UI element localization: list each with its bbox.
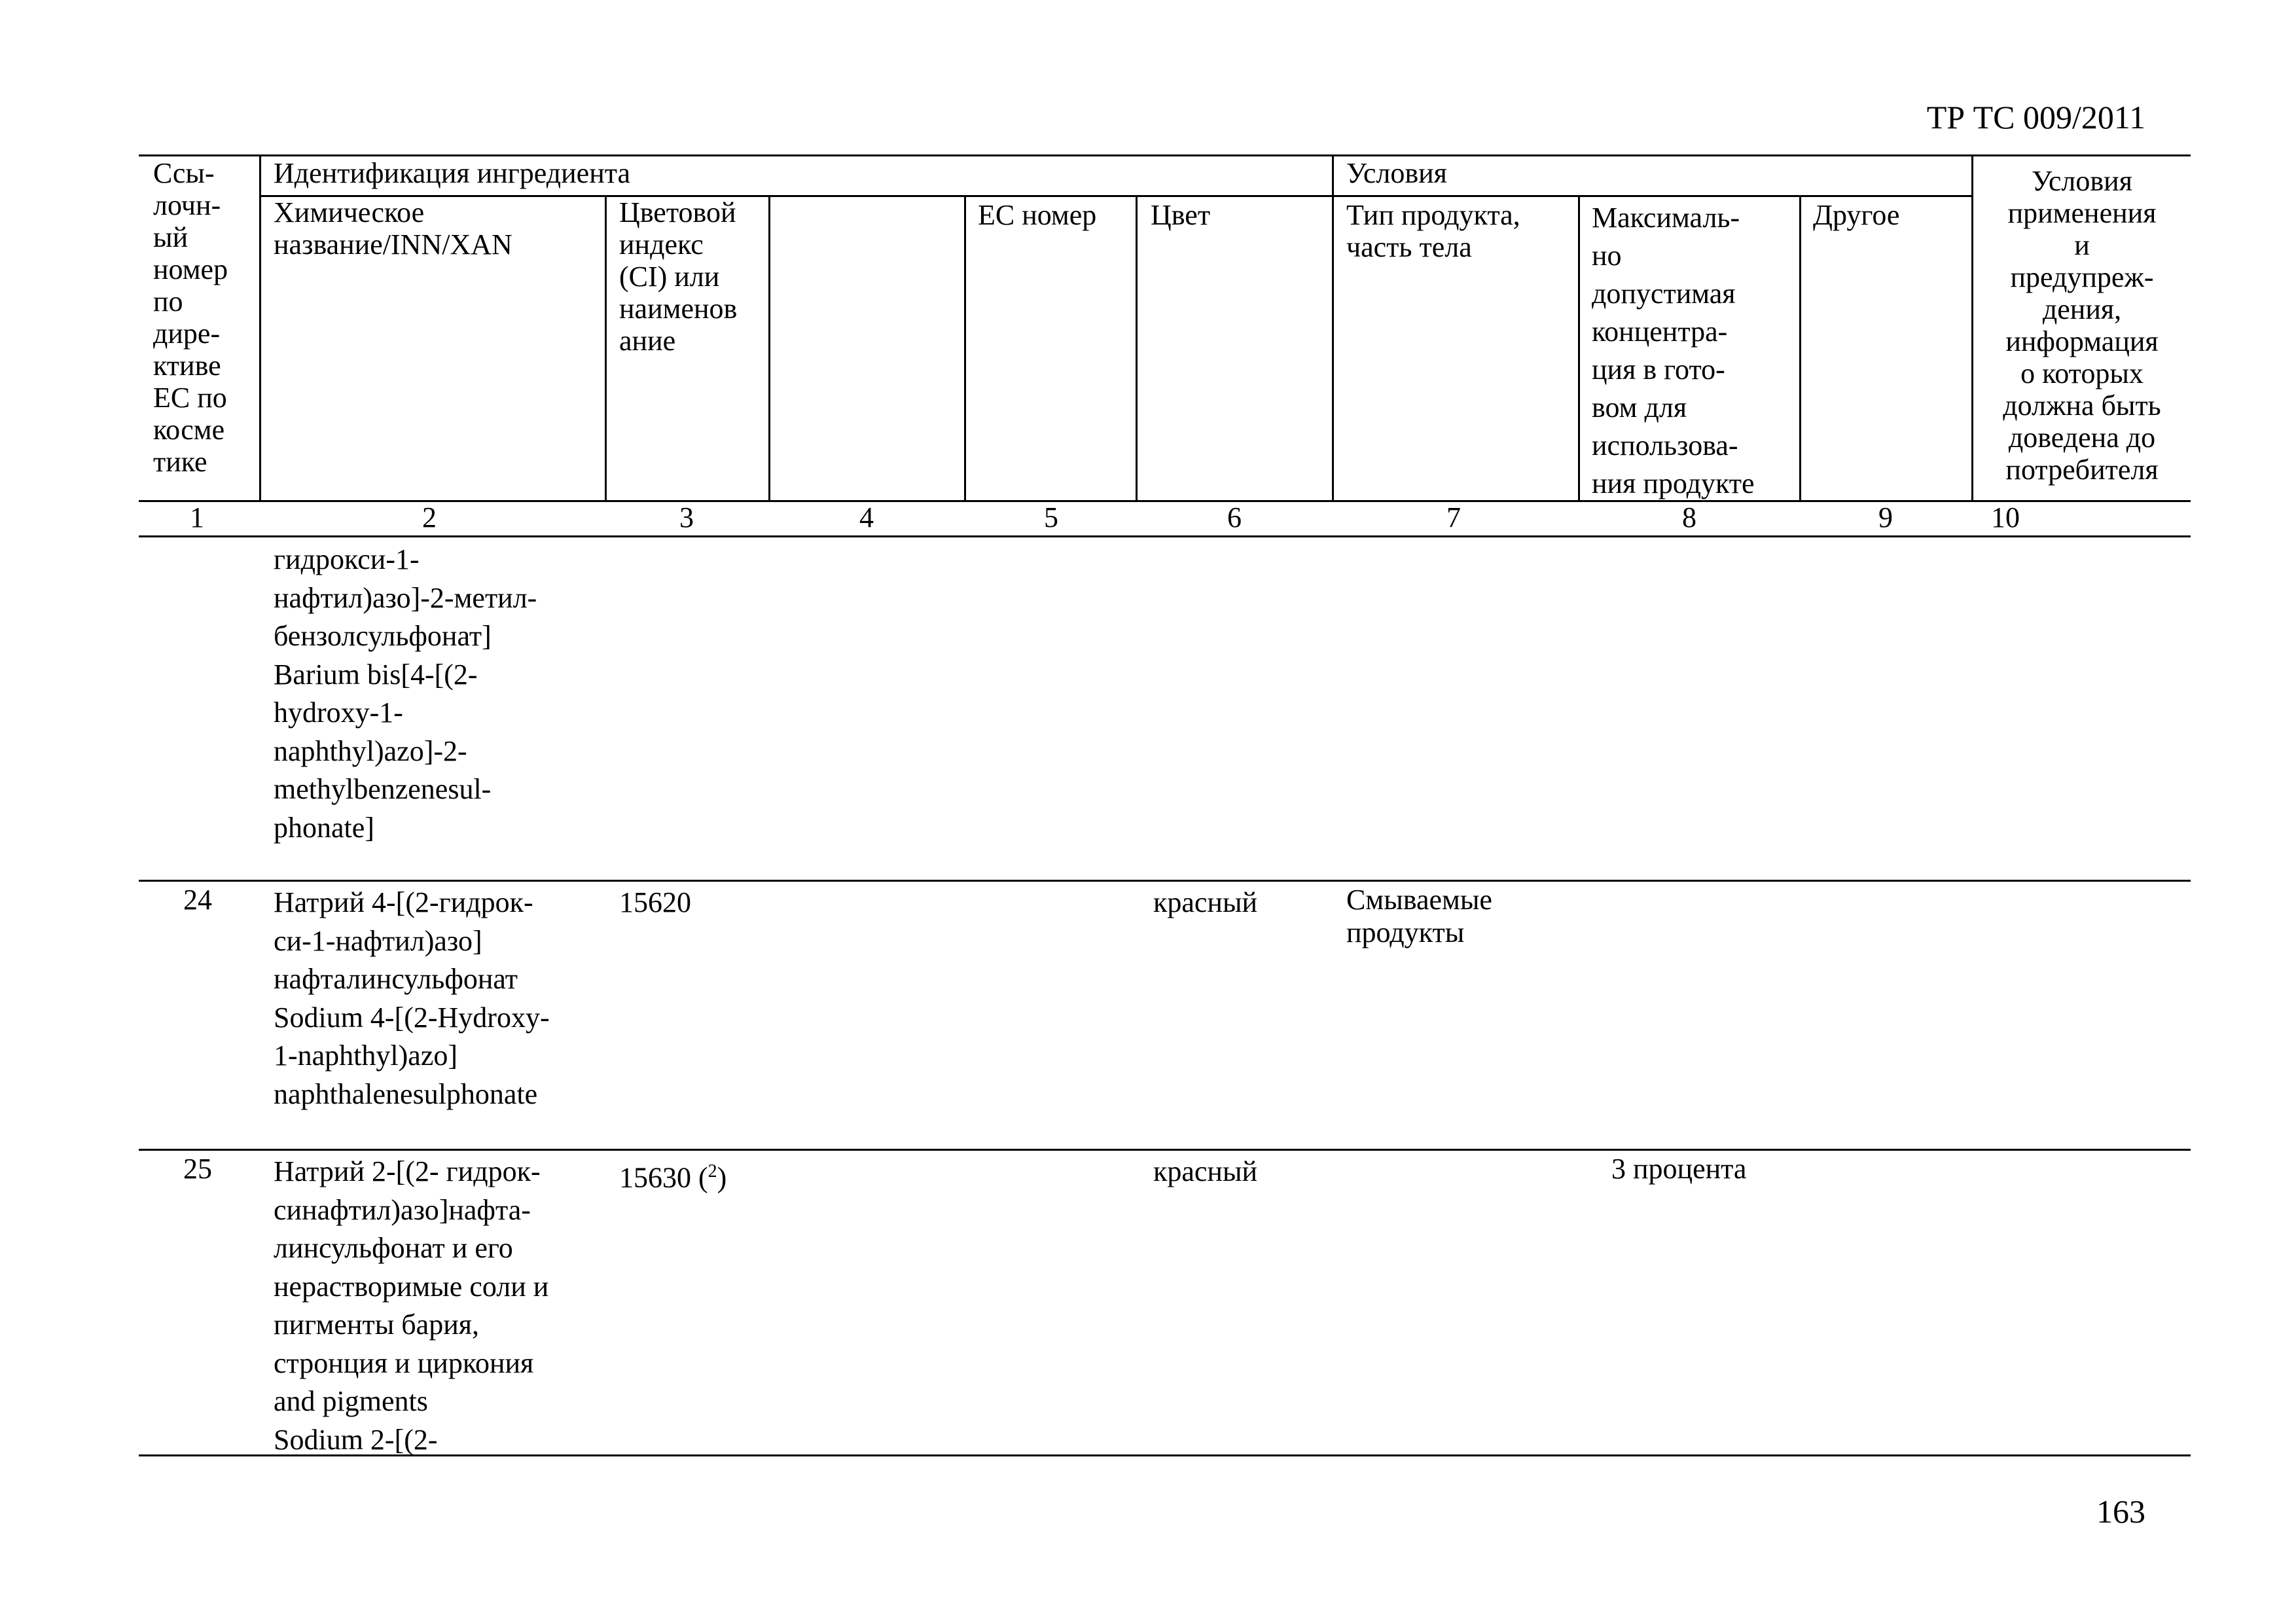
column-divider bbox=[1136, 195, 1138, 501]
column-number: 10 bbox=[1991, 501, 2020, 533]
color-cell: красный bbox=[1153, 886, 1258, 918]
column-numbers-divider bbox=[139, 535, 2191, 537]
color-cell: красный bbox=[1153, 1155, 1258, 1187]
column-number: 5 bbox=[1044, 501, 1058, 533]
header-ec-number: ЕС номер bbox=[978, 199, 1097, 231]
column-number: 8 bbox=[1682, 501, 1696, 533]
product-type-cell: Смываемые продукты bbox=[1346, 884, 1492, 948]
column-divider bbox=[1799, 195, 1801, 501]
header-color: Цвет bbox=[1151, 199, 1211, 231]
ref-number-cell: 25 bbox=[183, 1153, 212, 1185]
header-identification-group: Идентификация ингредиента bbox=[274, 157, 631, 189]
column-number: 7 bbox=[1446, 501, 1461, 533]
column-divider bbox=[964, 195, 966, 501]
header-conditions-group: Условия bbox=[1346, 157, 1447, 189]
column-number: 4 bbox=[859, 501, 874, 533]
chemical-name-cell: гидрокси-1- нафтил)азо]-2-метил- бензолсульфонат] Barium bis[4-[(2- hydroxy-1- naphthyl)azo]-2- methylbenzenesul- phonate] bbox=[274, 543, 537, 844]
chemical-name-cell: Натрий 4-[(2-гидрок- си-1-нафтил)азо] нафталинсульфонат Sodium 4-[(2-Hydroxy- 1-naphthyl)azo] naphthalenesulphonate bbox=[274, 886, 550, 1110]
row-divider bbox=[139, 880, 2191, 882]
column-divider bbox=[259, 154, 261, 501]
header-consumer-warnings: Условия применения и предупреж- дения, информация о которых должна быть доведена до потребителя bbox=[2003, 165, 2161, 486]
header-chemical-name: Химическое название/INN/XAN bbox=[274, 196, 512, 261]
max-concentration-cell: 3 процента bbox=[1611, 1153, 1747, 1185]
column-divider bbox=[1971, 154, 1973, 501]
chemical-name-cell: Натрий 2-[(2- гидрок- синафтил)азо]нафта- линсульфонат и его нерастворимые соли и пигменты бария, стронция и циркония and pigments Sodium 2-[(2- bbox=[274, 1155, 549, 1456]
column-number: 1 bbox=[190, 501, 204, 533]
column-number: 6 bbox=[1227, 501, 1242, 533]
page-number: 163 bbox=[2096, 1493, 2145, 1530]
color-index-cell: 15630 ($^2$) bbox=[619, 1161, 727, 1194]
column-number: 3 bbox=[679, 501, 694, 533]
header-ref-number: Ссы- лочн- ый номер по дире- ктиве ЕС по косме тике bbox=[153, 157, 228, 478]
header-color-index: Цветовой индекс (CI) или наименов ание bbox=[619, 196, 738, 357]
row-divider bbox=[139, 1149, 2191, 1151]
column-number: 2 bbox=[422, 501, 437, 533]
header-other: Другое bbox=[1813, 199, 1900, 231]
column-number: 9 bbox=[1878, 501, 1893, 533]
column-divider bbox=[1578, 195, 1580, 501]
header-product-type: Тип продукта, часть тела bbox=[1346, 199, 1520, 263]
header-group-divider bbox=[259, 195, 1971, 197]
color-index-cell: 15620 bbox=[619, 886, 691, 918]
column-divider bbox=[1332, 154, 1334, 501]
document-header: ТР ТС 009/2011 bbox=[1926, 99, 2145, 135]
ref-number-cell: 24 bbox=[183, 884, 212, 916]
table-top-border bbox=[139, 154, 2191, 156]
column-divider bbox=[768, 195, 770, 501]
header-max-concentration: Максималь- но допустимая концентра- ция в гото- вом для использова- ния продукте bbox=[1592, 202, 1755, 499]
column-divider bbox=[605, 195, 607, 501]
